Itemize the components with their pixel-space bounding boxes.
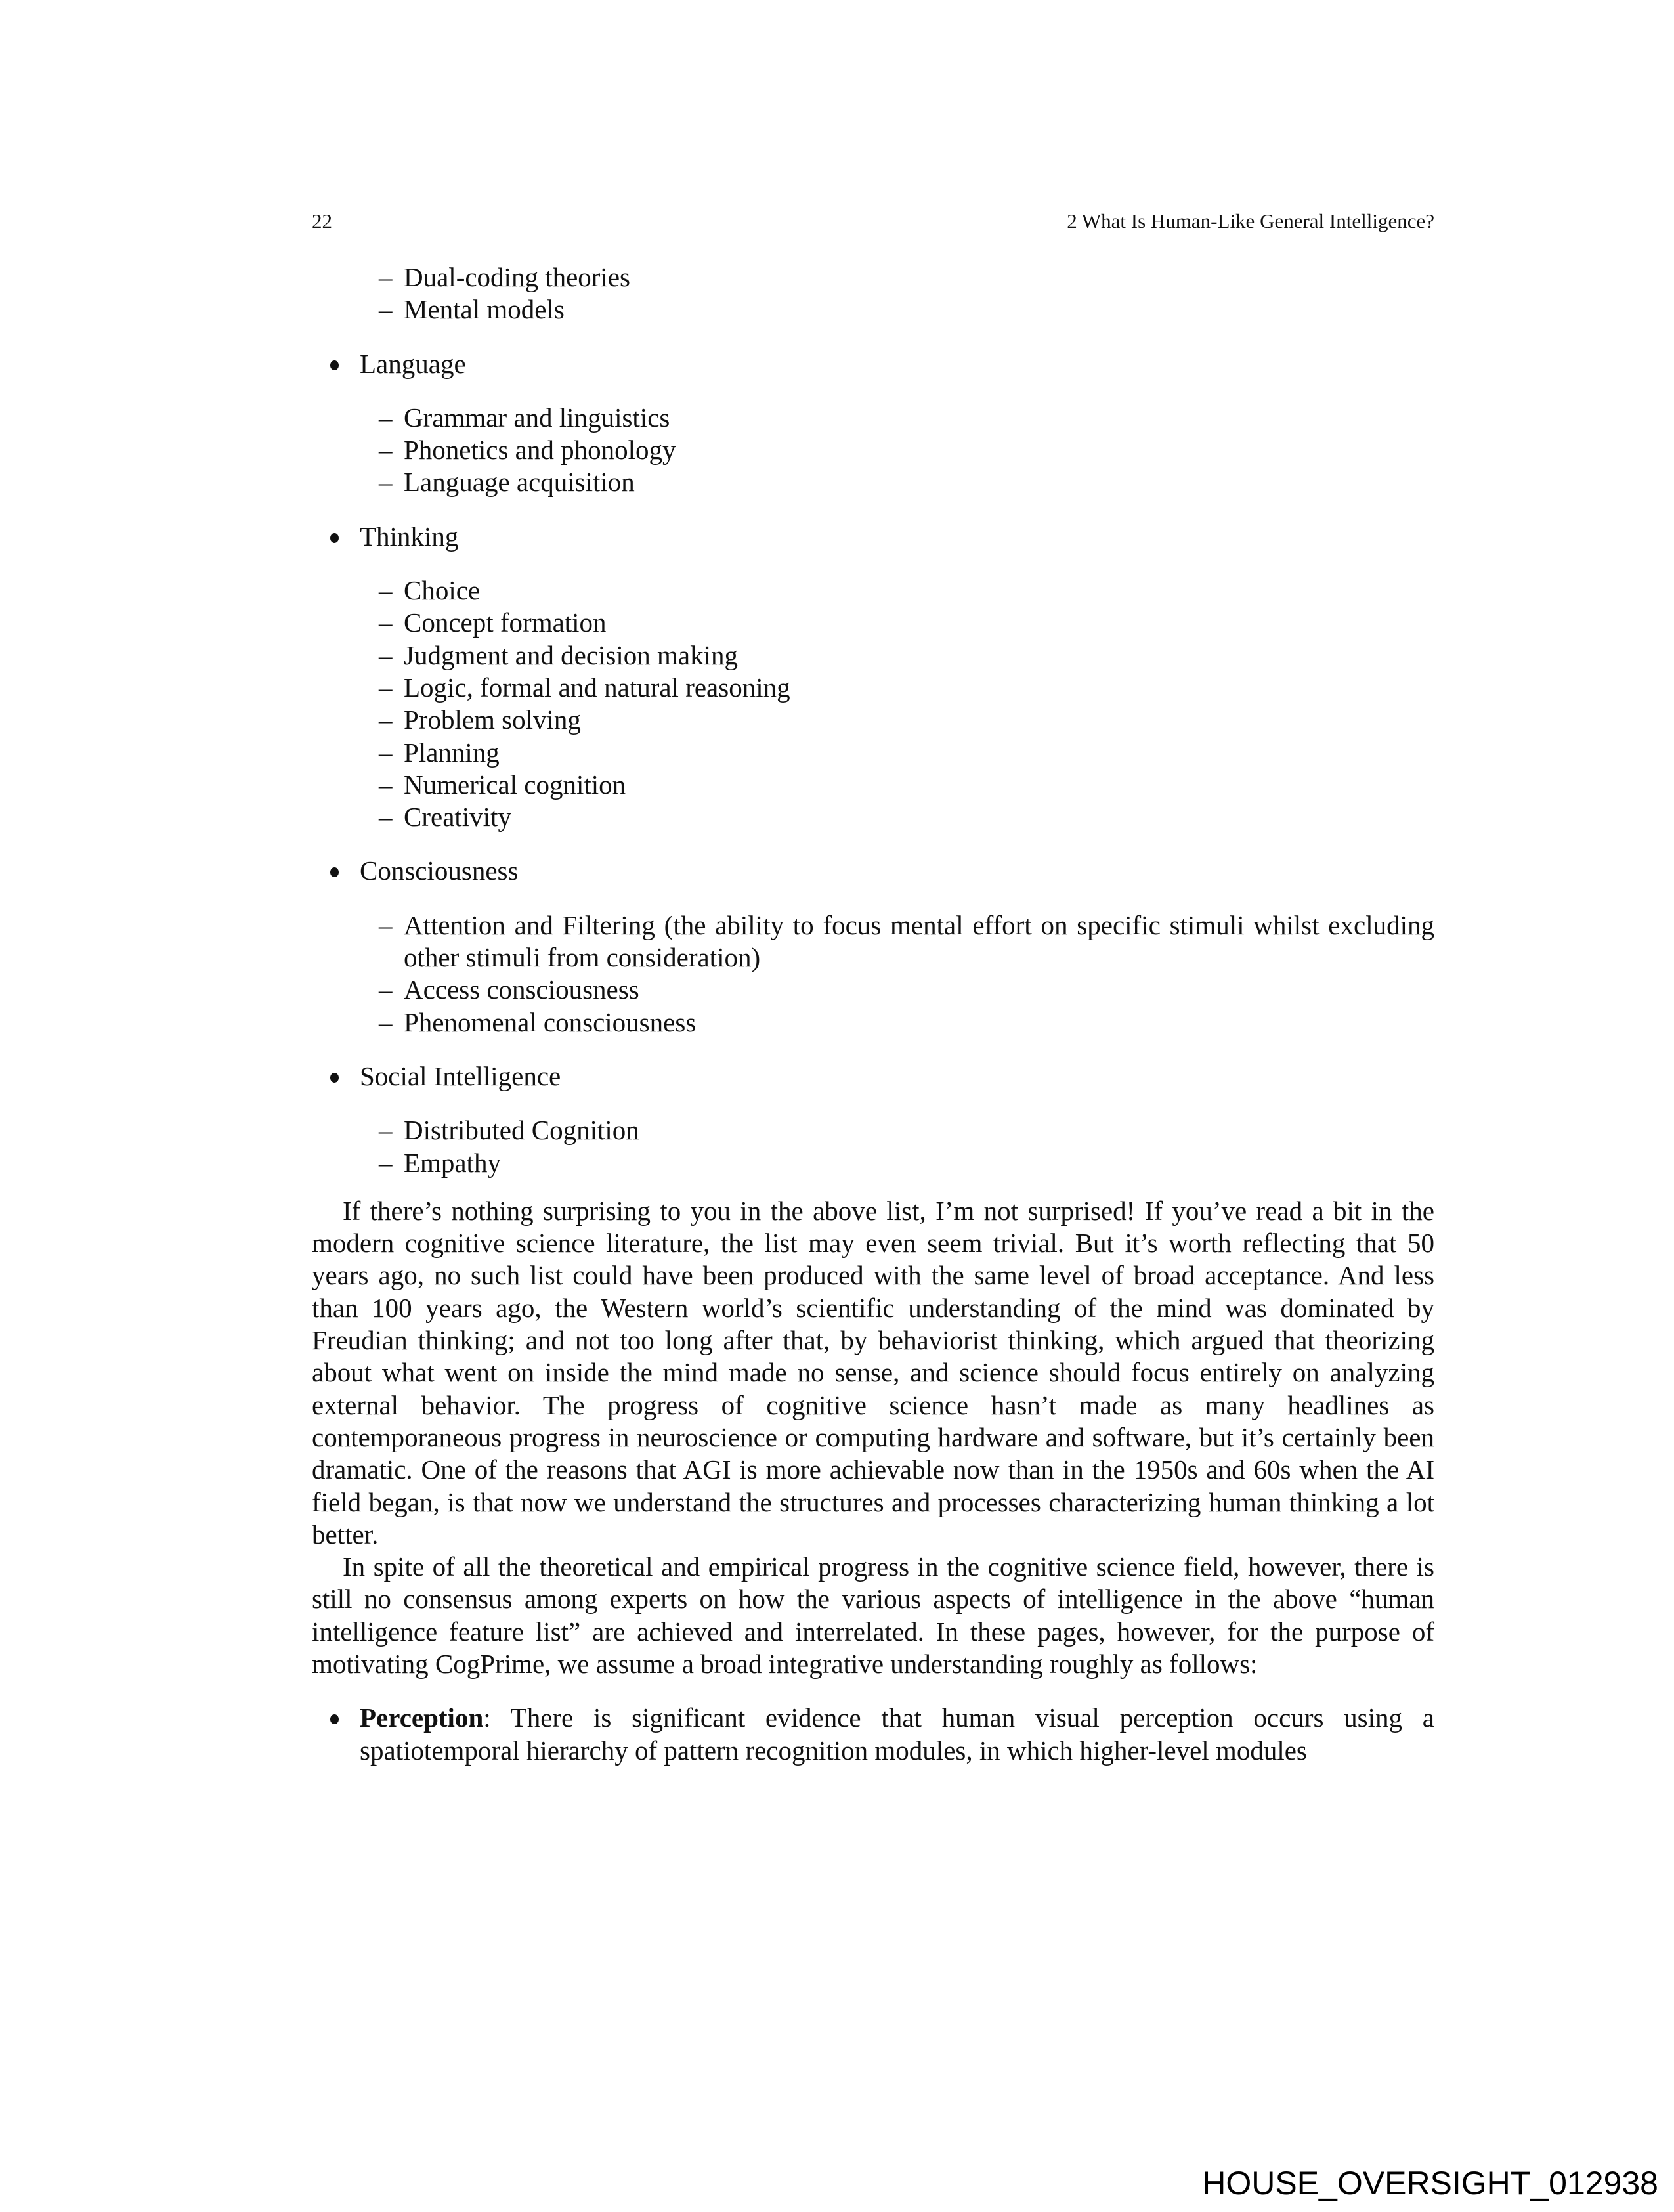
bullet-icon — [330, 867, 339, 877]
feature-category-language — [312, 348, 1434, 521]
dash-marker: – — [379, 769, 393, 800]
category-label: Consciousness — [360, 856, 519, 886]
dash-marker: – — [379, 802, 393, 833]
feature-category-consciousness — [312, 855, 1434, 1060]
dash-marker: – — [379, 402, 393, 433]
continued-subitems — [312, 261, 1434, 326]
page-number: 22 — [312, 209, 332, 232]
dash-marker: – — [379, 974, 393, 1005]
list-item: – Mental models — [404, 293, 1434, 326]
list-item: – Concept formation — [404, 607, 1434, 639]
list-item: – Numerical cognition — [404, 769, 1434, 801]
subitem-list — [360, 1114, 1434, 1179]
list-item: – Distributed Cognition — [404, 1114, 1434, 1146]
dash-marker: – — [379, 607, 393, 638]
category-label: Thinking — [360, 521, 459, 552]
list-item: – Creativity — [404, 801, 1434, 833]
list-item: – Judgment and decision making — [404, 640, 1434, 672]
list-item: – Problem solving — [404, 704, 1434, 736]
running-head: 2 What Is Human-Like General Intelligence? — [1067, 209, 1434, 232]
feature-category-social-intelligence — [312, 1060, 1434, 1179]
dash-marker: – — [379, 294, 393, 325]
understanding-list — [312, 1702, 1434, 1767]
list-item: – Phonetics and phonology — [404, 434, 1434, 466]
paragraph: If there’s nothing surprising to you in the above list, I’m not surprised! If you’ve read a bit in the modern cognitive science literature, the list may even seem trivial. But it’s worth reflecting that 50 years ago, no such list could have been produced with the same level of broad acceptance. And less than 100 years ago, the Western world’s scientific understanding of the mind was dominated by Freudian thinking; and not too long after that, by behaviorist thinking, which argued that theorizing about what went on inside the mind made no sense, and science should focus entirely on analyzing external behavior. The progress of cognitive science hasn’t made as many headlines as contemporaneous progress in neuroscience or computing hardware and software, but it’s certainly been dramatic. One of the reasons that AGI is more achievable now than in the 1950s and 60s when the AI field began, is that now we understand the structures and processes characterizing human thinking a lot better. — [312, 1195, 1434, 1550]
bullet-icon — [330, 1714, 339, 1724]
subitem-list — [360, 575, 1434, 833]
feature-category-thinking — [312, 521, 1434, 856]
dash-marker: – — [379, 467, 393, 498]
dash-marker: – — [379, 737, 393, 768]
bullet-icon — [330, 1073, 339, 1083]
subitem-list — [360, 402, 1434, 499]
dash-marker: – — [379, 575, 393, 606]
page-body — [312, 261, 1434, 1767]
dash-marker: – — [379, 435, 393, 466]
list-item: – Attention and Filtering (the ability to focus mental effort on specific stimuli whilst excluding other stimuli from consideration) — [379, 909, 1434, 973]
bates-number: HOUSE_OVERSIGHT_012938 — [1202, 2165, 1658, 2201]
list-item: – Grammar and linguistics — [404, 402, 1434, 434]
paragraph: In spite of all the theoretical and empirical progress in the cognitive science field, however, there is still no consensus among experts on how the various aspects of intelligence in the above “human intelligence feature list” are achieved and interrelated. In these pages, however, for the purpose of motivating CogPrime, we assume a broad integrative understanding roughly as follows: — [312, 1551, 1434, 1679]
list-item: – Language acquisition — [404, 466, 1434, 498]
list-item: – Access consciousness — [404, 974, 1434, 1006]
term-perception: Perception — [360, 1702, 484, 1733]
term-description: : There is significant evidence that human visual perception occurs using a spatiotemporal hierarchy of pattern recognition modules, in which higher-level modules — [360, 1702, 1434, 1766]
list-item: – Empathy — [404, 1147, 1434, 1179]
dash-marker: – — [379, 1007, 393, 1037]
dash-marker: – — [379, 909, 393, 940]
dash-marker: – — [379, 640, 393, 670]
subitem-list — [360, 909, 1434, 1039]
list-item: – Planning — [404, 737, 1434, 769]
page-header — [312, 205, 1434, 238]
dash-marker: – — [379, 705, 393, 735]
dash-marker: – — [379, 1115, 393, 1146]
category-label: Social Intelligence — [360, 1060, 561, 1091]
bullet-icon — [330, 533, 339, 543]
dash-marker: – — [379, 262, 393, 292]
list-item: – Logic, formal and natural reasoning — [404, 672, 1434, 704]
bullet-icon — [330, 360, 339, 370]
category-label: Language — [360, 348, 466, 379]
dash-marker: – — [379, 672, 393, 703]
list-item-perception — [312, 1702, 1434, 1767]
dash-marker: – — [379, 1147, 393, 1178]
feature-list — [312, 348, 1434, 1179]
list-item: – Choice — [404, 575, 1434, 607]
list-item: – Dual-coding theories — [404, 261, 1434, 293]
list-item: – Phenomenal consciousness — [404, 1007, 1434, 1039]
